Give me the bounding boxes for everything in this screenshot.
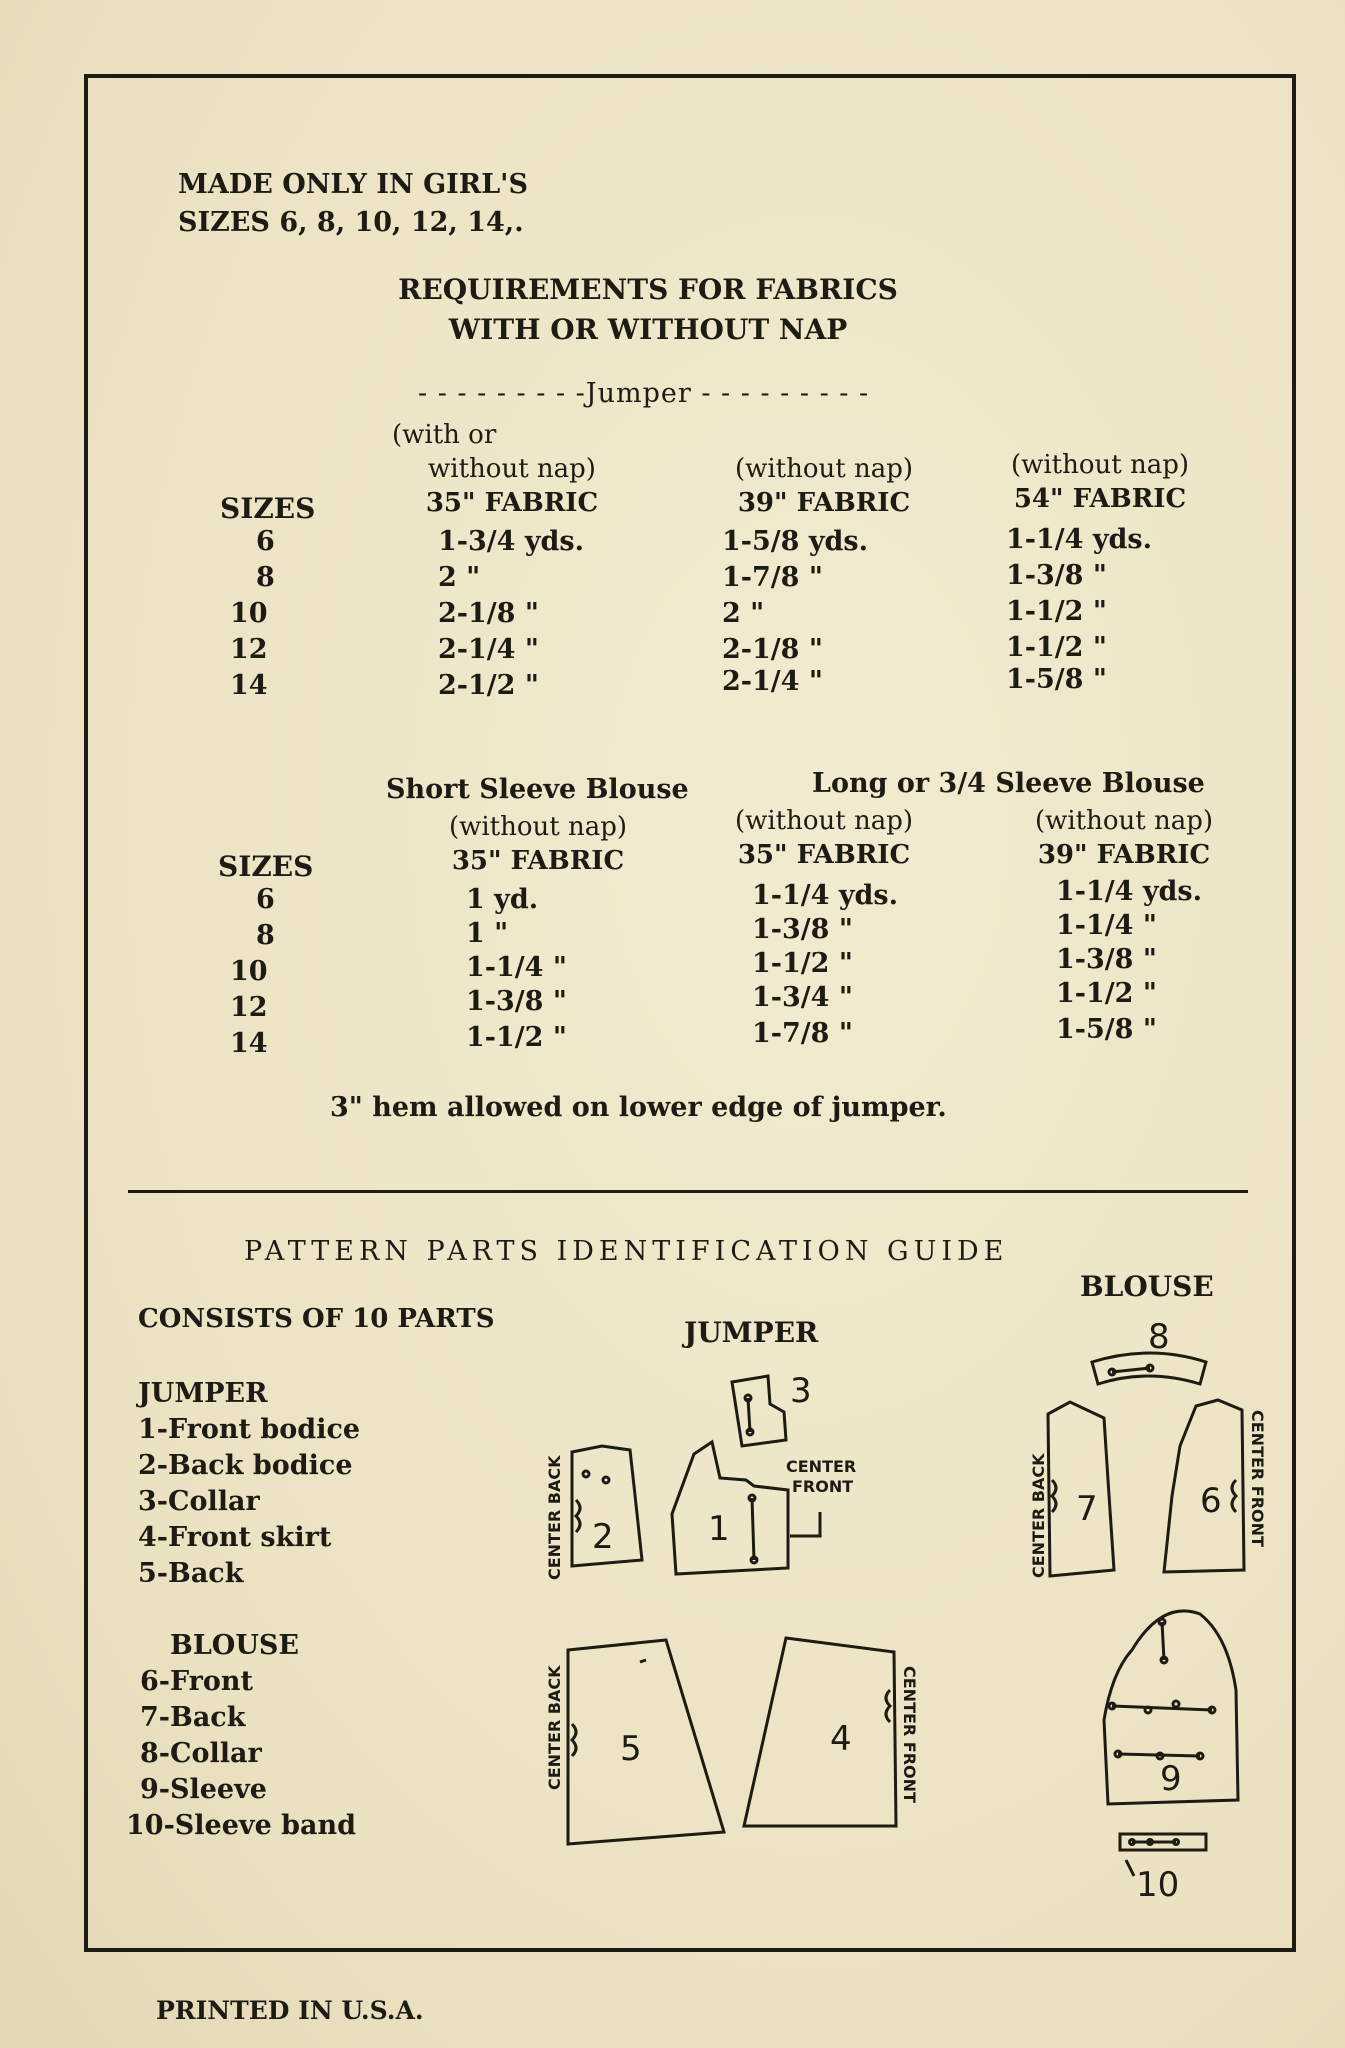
blouse-row-c2: 1-1/4 yds. [752, 880, 898, 911]
blouse-row-c3: 1-1/2 " [1056, 978, 1157, 1009]
jumper-col-1-fabric: 35" FABRIC [425, 488, 599, 518]
center-back-label: CENTER BACK [545, 1455, 564, 1580]
piece-6-front [1164, 1400, 1267, 1572]
blouse-row-size: 14 [230, 1028, 268, 1059]
intro-line-2: SIZES 6, 8, 10, 12, 14,. [178, 207, 524, 238]
jumper-row-c2: 2-1/8 " [722, 634, 823, 665]
piece-5-back-skirt [545, 1640, 724, 1844]
short-sleeve-heading: Short Sleeve Blouse [386, 774, 689, 805]
blouse-parts-heading: BLOUSE [170, 1630, 299, 1661]
requirements-line-2: WITH OR WITHOUT NAP [448, 313, 848, 346]
piece-3-collar [732, 1371, 812, 1446]
part-item: 10-Sleeve band [126, 1810, 357, 1841]
jumper-col-1-note-2: without nap) [428, 454, 596, 484]
requirements-line-1: REQUIREMENTS FOR FABRICS [398, 273, 898, 306]
piece-1-front-bodice [672, 1442, 856, 1574]
blouse-row-c1: 1 yd. [466, 884, 539, 915]
piece-number: 7 [1076, 1489, 1098, 1529]
long-sleeve-heading: Long or 3/4 Sleeve Blouse [812, 768, 1205, 799]
jumper-row-size: 14 [230, 670, 268, 701]
part-item: 2-Back bodice [138, 1450, 353, 1481]
blouse-row-c2: 1-1/2 " [752, 948, 853, 979]
part-item: 6-Front [140, 1666, 254, 1697]
center-front-label-2: FRONT [792, 1477, 854, 1496]
blouse-row-c1: 1-1/4 " [466, 952, 567, 983]
jumper-row-c2: 1-5/8 yds. [722, 526, 868, 557]
blouse-row-c3: 1-1/4 " [1056, 910, 1157, 941]
piece-7-back [1029, 1402, 1114, 1578]
blouse-row-c1: 1-1/2 " [466, 1022, 567, 1053]
intro-line-1: MADE ONLY IN GIRL'S [178, 169, 528, 200]
piece-number: 2 [592, 1517, 614, 1557]
jumper-row-c1: 2-1/4 " [438, 634, 539, 665]
blouse-row-size: 8 [256, 920, 275, 951]
piece-9-sleeve [1104, 1611, 1238, 1804]
jumper-row-c3: 1-1/2 " [1006, 596, 1107, 627]
blouse-col-3-fabric: 39" FABRIC [1037, 840, 1211, 870]
blouse-col-1-note: (without nap) [448, 812, 628, 842]
part-item: 8-Collar [140, 1738, 262, 1769]
blouse-col-3-note: (without nap) [1034, 806, 1214, 836]
part-item: 9-Sleeve [140, 1774, 267, 1805]
blouse-col-2-fabric: 35" FABRIC [737, 840, 911, 870]
blouse-row-c2: 1-3/8 " [752, 914, 853, 945]
part-item: 5-Back [138, 1558, 244, 1589]
piece-4-front-skirt [744, 1638, 919, 1826]
center-front-label: CENTER FRONT [1248, 1410, 1267, 1547]
jumper-row-c1: 1-3/4 yds. [438, 526, 584, 557]
center-back-label: CENTER BACK [1029, 1453, 1048, 1578]
jumper-row-c3: 1-1/4 yds. [1006, 524, 1152, 555]
piece-number: 9 [1160, 1759, 1182, 1799]
diagram-blouse-label: BLOUSE [1080, 1270, 1214, 1303]
blouse-row-size: 6 [256, 884, 275, 915]
jumper-parts-heading: JUMPER [138, 1378, 268, 1409]
blouse-row-c1: 1-3/8 " [466, 986, 567, 1017]
hem-note: 3" hem allowed on lower edge of jumper. [330, 1092, 947, 1123]
jumper-col-1-note-1: (with or [392, 420, 497, 450]
blouse-col-1-fabric: 35" FABRIC [451, 846, 625, 876]
guide-title: PATTERN PARTS IDENTIFICATION GUIDE [244, 1236, 1009, 1267]
jumper-row-c2: 2 " [722, 598, 765, 629]
piece-number: 4 [830, 1719, 852, 1759]
piece-number: 10 [1136, 1865, 1180, 1905]
center-front-label-1: CENTER [786, 1457, 857, 1476]
blouse-row-c2: 1-7/8 " [752, 1018, 853, 1049]
blouse-row-size: 10 [230, 956, 268, 987]
blouse-row-c3: 1-5/8 " [1056, 1014, 1157, 1045]
jumper-row-c2: 1-7/8 " [722, 562, 823, 593]
jumper-row-c3: 1-5/8 " [1006, 664, 1107, 695]
center-back-label: CENTER BACK [545, 1665, 564, 1790]
piece-number: 5 [620, 1729, 642, 1769]
jumper-row-size: 10 [230, 598, 268, 629]
part-item: 7-Back [140, 1702, 246, 1733]
blouse-sizes-label: SIZES [218, 850, 314, 883]
piece-number: 1 [708, 1509, 730, 1549]
jumper-row-c1: 2-1/8 " [438, 598, 539, 629]
jumper-row-size: 6 [256, 526, 275, 557]
jumper-row-c3: 1-1/2 " [1006, 632, 1107, 663]
piece-8-collar [1092, 1317, 1206, 1384]
blouse-row-c3: 1-1/4 yds. [1056, 876, 1202, 907]
center-front-label: CENTER FRONT [900, 1666, 919, 1803]
blouse-row-size: 12 [230, 992, 268, 1023]
blouse-col-2-note: (without nap) [734, 806, 914, 836]
piece-2-back-bodice [545, 1446, 642, 1580]
part-item: 3-Collar [138, 1486, 260, 1517]
blouse-row-c1: 1 " [466, 918, 509, 949]
jumper-row-c3: 1-3/8 " [1006, 560, 1107, 591]
part-item: 4-Front skirt [138, 1522, 332, 1553]
blouse-row-c3: 1-3/8 " [1056, 944, 1157, 975]
piece-number: 6 [1200, 1481, 1222, 1521]
parts-count: CONSISTS OF 10 PARTS [138, 1304, 495, 1334]
jumper-col-3-fabric: 54" FABRIC [1013, 484, 1187, 514]
jumper-row-size: 12 [230, 634, 268, 665]
jumper-sizes-label: SIZES [220, 492, 316, 525]
jumper-col-2-fabric: 39" FABRIC [737, 488, 911, 518]
piece-number: 3 [790, 1371, 812, 1411]
diagram-jumper-label: JUMPER [684, 1316, 819, 1349]
jumper-row-size: 8 [256, 562, 275, 593]
jumper-col-2-note: (without nap) [734, 454, 914, 484]
jumper-row-c1: 2-1/2 " [438, 670, 539, 701]
jumper-row-c1: 2 " [438, 562, 481, 593]
printed-in-usa: PRINTED IN U.S.A. [156, 1996, 424, 2025]
jumper-row-c2: 2-1/4 " [722, 666, 823, 697]
piece-number: 8 [1148, 1317, 1170, 1357]
part-item: 1-Front bodice [138, 1414, 361, 1445]
jumper-col-3-note: (without nap) [1010, 450, 1190, 480]
piece-10-sleeve-band [1120, 1834, 1206, 1905]
blouse-row-c2: 1-3/4 " [752, 982, 853, 1013]
jumper-section-rule: - - - - - - - - -Jumper - - - - - - - - - [418, 378, 870, 409]
